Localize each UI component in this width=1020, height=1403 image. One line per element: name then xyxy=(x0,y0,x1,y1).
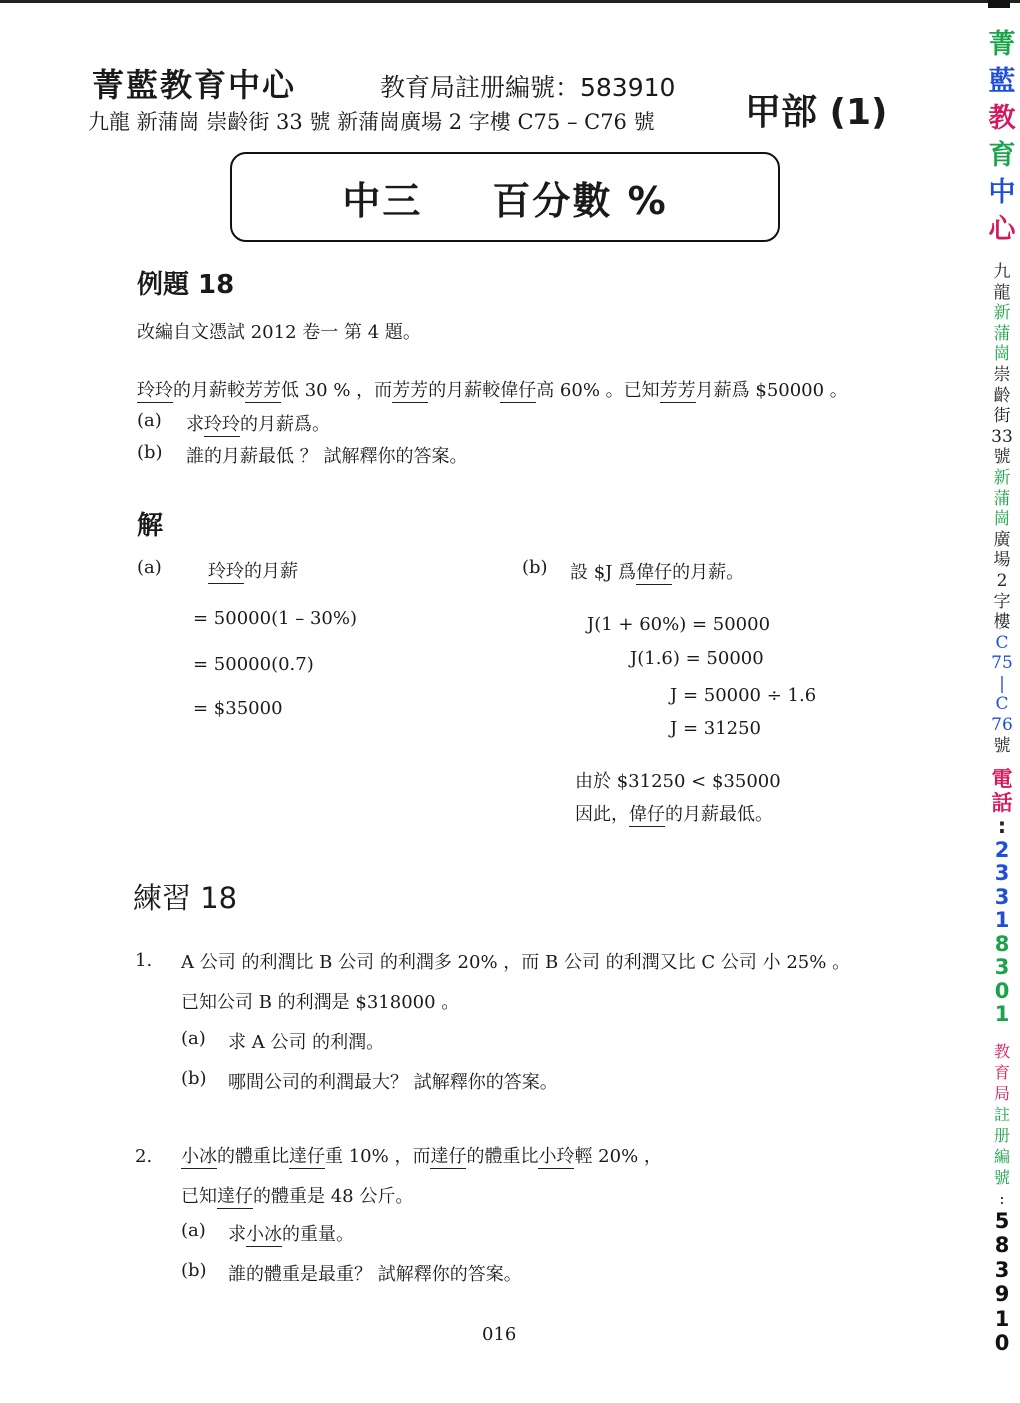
example-part-a-text xyxy=(186,410,330,436)
sidebar-name-char: 育 xyxy=(988,140,1016,171)
exercise-q1-number: 1. xyxy=(135,950,153,971)
sidebar-address-char: 新 xyxy=(993,303,1011,324)
top-border-line xyxy=(0,0,1020,3)
text-span: 的月薪最低。 xyxy=(665,804,773,825)
text-span: 輕 20% ， xyxy=(574,1146,662,1167)
example-part-b-label: (b) xyxy=(137,442,163,463)
sidebar-address-char: 76 xyxy=(991,715,1013,736)
exercise-q1-line2: 已知公司 B 的利潤是 $318000 。 xyxy=(181,992,460,1013)
sidebar-address-char: | xyxy=(999,673,1005,694)
sidebar-registration-digit: 8 xyxy=(994,1233,1010,1258)
name-waizai: 偉仔 xyxy=(636,562,673,583)
example-source: 改編自文憑試 2012 卷一 第 4 題。 xyxy=(137,322,421,343)
exercise-q2-a-label: (a) xyxy=(181,1220,206,1241)
text-span: 月薪爲 $50000 。 xyxy=(695,380,848,401)
sidebar-registration-char: 註 xyxy=(993,1104,1010,1124)
sidebar-name-char: 中 xyxy=(988,177,1016,208)
exercise-q2-b-text: 誰的體重是最重？ 試解釋你的答案。 xyxy=(228,1264,522,1285)
sidebar-address-char: 蒲 xyxy=(993,488,1011,509)
sidebar-registration-char: 育 xyxy=(993,1062,1010,1082)
sidebar-phone-char: 3 xyxy=(994,955,1010,980)
example-part-b-text: 誰的月薪最低 ？ 試解釋你的答案。 xyxy=(186,446,468,467)
sidebar-address-char: 蒲 xyxy=(993,323,1011,344)
name-fangfang: 芳芳 xyxy=(659,380,696,401)
sidebar-address-char: 龍 xyxy=(993,282,1011,303)
text-span: 的月薪較 xyxy=(173,380,245,401)
name-fangfang: 芳芳 xyxy=(392,380,429,401)
exercise-q1-line1: A 公司 的利潤比 B 公司 的利潤多 20% ，而 B 公司 的利潤又比 C 公司 小 25% 。 xyxy=(181,952,851,973)
sidebar-address-char: 崇 xyxy=(993,364,1011,385)
name-fangfang: 芳芳 xyxy=(245,380,281,401)
solution-a-label: (a) xyxy=(137,557,162,578)
sidebar-registration-number xyxy=(985,1209,1019,1356)
exercise-q1-a-text: 求 A 公司 的利潤。 xyxy=(228,1032,385,1053)
text-span: 設 $J 爲 xyxy=(570,562,637,583)
solution-a-step-3: = $35000 xyxy=(193,698,283,719)
exercise-q2-number: 2. xyxy=(135,1146,153,1167)
sidebar-phone xyxy=(985,768,1019,1027)
text-span: 求 xyxy=(228,1224,246,1245)
sidebar-address-char: 75 xyxy=(991,653,1013,674)
exercise-q2-line2 xyxy=(181,1182,413,1208)
text-span: 的體重比 xyxy=(217,1146,289,1167)
sidebar-registration-digit: 0 xyxy=(994,1331,1010,1356)
sidebar-phone-char: 2 xyxy=(994,837,1010,862)
solution-a-step-1: = 50000(1 – 30%) xyxy=(193,608,358,629)
page-number: 016 xyxy=(482,1324,517,1345)
center-address: 九龍 新蒲崗 崇齡街 33 號 新蒲崗廣場 2 字樓 C75 – C76 號 xyxy=(88,110,655,134)
text-span: 的體重是 48 公斤。 xyxy=(253,1186,414,1207)
sidebar-registration-digit: 3 xyxy=(994,1257,1010,1282)
text-span: 的月薪 xyxy=(244,561,298,582)
example-part-a-label: (a) xyxy=(137,410,162,431)
exercise-q2-a-text xyxy=(228,1220,354,1246)
sidebar-registration-char: 編 xyxy=(993,1146,1010,1166)
solution-a-title xyxy=(208,557,298,583)
name-dazai: 達仔 xyxy=(430,1146,467,1167)
solution-heading: 解 xyxy=(137,511,164,541)
sidebar-address-char: 九 xyxy=(993,262,1011,282)
text-span: 的月薪爲。 xyxy=(240,414,330,435)
sidebar-address-char: 號 xyxy=(993,735,1011,756)
sidebar-name-char: 藍 xyxy=(988,66,1016,97)
sidebar-registration-char: : xyxy=(999,1188,1005,1208)
exercise-q2-b-label: (b) xyxy=(181,1260,207,1281)
text-span: 重 10% ，而 xyxy=(325,1146,431,1167)
sidebar-registration-digit: 1 xyxy=(994,1306,1010,1331)
sidebar-registration-char: 號 xyxy=(993,1167,1010,1187)
exercise-q1-a-label: (a) xyxy=(181,1028,206,1049)
solution-a-step-2: = 50000(0.7) xyxy=(193,654,314,675)
sidebar-center-name xyxy=(985,26,1019,248)
name-dazai: 達仔 xyxy=(217,1186,253,1207)
sidebar-phone-char: 1 xyxy=(994,1002,1010,1027)
sidebar-address-char: C xyxy=(995,632,1009,653)
sidebar-address-char: 33 xyxy=(991,426,1013,447)
center-name: 菁藍教育中心 xyxy=(92,66,297,104)
name-lingling: 玲玲 xyxy=(204,414,240,435)
name-lingling: 玲玲 xyxy=(137,380,173,401)
exercise-heading: 練習 18 xyxy=(133,881,238,915)
name-xiaobing: 小冰 xyxy=(181,1146,217,1167)
sidebar-phone-char: 電 xyxy=(991,767,1013,792)
solution-b-title xyxy=(570,558,744,584)
sidebar-name-char: 教 xyxy=(988,103,1016,134)
exercise-q1-b-label: (b) xyxy=(181,1068,207,1089)
example-question xyxy=(137,376,848,402)
sidebar-registration-digit: 9 xyxy=(994,1282,1010,1307)
text-span: 求 xyxy=(186,414,204,435)
name-lingling: 玲玲 xyxy=(208,561,244,582)
text-span: 高 60% 。已知 xyxy=(536,380,660,401)
title-topic: 百分數 % xyxy=(492,178,668,223)
solution-b-label: (b) xyxy=(522,557,548,578)
exercise-q2-line1 xyxy=(181,1142,662,1168)
sidebar-registration-char: 教 xyxy=(993,1041,1010,1061)
corner-mark xyxy=(988,0,1010,8)
example-heading: 例題 18 xyxy=(137,270,235,300)
solution-b-step-1: J(1 + 60%) = 50000 xyxy=(587,614,771,635)
sidebar-address-char: 樓 xyxy=(993,612,1011,633)
part-label: 甲部 (1) xyxy=(745,92,888,133)
title-box xyxy=(230,152,780,242)
page-title xyxy=(232,154,778,240)
sidebar-phone-char: : xyxy=(997,814,1007,839)
sidebar-address-char: 新 xyxy=(993,467,1011,488)
solution-b-conclusion-1: 由於 $31250 < $35000 xyxy=(575,771,781,792)
name-waizai: 偉仔 xyxy=(500,380,537,401)
sidebar-address-char: 齡 xyxy=(993,385,1011,406)
sidebar-address-char: 場 xyxy=(993,550,1011,571)
solution-b-step-4: J = 31250 xyxy=(670,718,762,739)
text-span: 的月薪較 xyxy=(428,380,501,401)
text-span: 因此， xyxy=(575,804,629,825)
solution-b-step-3: J = 50000 ÷ 1.6 xyxy=(670,685,817,706)
name-waizai: 偉仔 xyxy=(629,804,665,825)
name-dazai: 達仔 xyxy=(289,1146,325,1167)
sidebar-address xyxy=(985,262,1019,756)
text-span: 的重量。 xyxy=(282,1224,354,1245)
sidebar-address-char: 廣 xyxy=(993,529,1011,550)
sidebar-vertical-banner xyxy=(985,26,1019,1356)
sidebar-address-char: 號 xyxy=(993,447,1011,468)
sidebar-address-char: 字 xyxy=(993,591,1011,612)
sidebar-registration-char: 局 xyxy=(993,1083,1010,1103)
registration-number: 教育局註册編號：583910 xyxy=(380,73,676,102)
solution-b-conclusion-2 xyxy=(575,800,773,826)
sidebar-phone-char: 3 xyxy=(994,884,1010,909)
sidebar-registration-char: 册 xyxy=(993,1125,1010,1145)
text-span: 低 30 % ，而 xyxy=(281,380,393,401)
sidebar-registration-label xyxy=(985,1041,1019,1209)
sidebar-phone-char: 話 xyxy=(991,790,1013,815)
sidebar-address-char: 崗 xyxy=(993,509,1011,530)
sidebar-registration-digit: 5 xyxy=(994,1208,1010,1233)
name-xiaobing: 小冰 xyxy=(246,1224,282,1245)
sidebar-address-char: 街 xyxy=(993,406,1011,427)
sidebar-phone-char: 1 xyxy=(994,908,1010,933)
sidebar-name-char: 菁 xyxy=(988,29,1016,60)
name-xiaoling: 小玲 xyxy=(538,1146,575,1167)
solution-b-step-2: J(1.6) = 50000 xyxy=(630,648,764,669)
sidebar-phone-char: 3 xyxy=(994,861,1010,886)
sidebar-address-char: C xyxy=(995,694,1009,715)
sidebar-address-char: 崗 xyxy=(993,344,1011,365)
title-grade: 中三 xyxy=(342,178,423,223)
text-span: 已知 xyxy=(181,1186,217,1207)
sidebar-name-char: 心 xyxy=(988,214,1016,245)
sidebar-phone-char: 8 xyxy=(994,931,1010,956)
sidebar-address-char: 2 xyxy=(996,570,1008,591)
exercise-q1-b-text: 哪間公司的利潤最大？ 試解釋你的答案。 xyxy=(228,1072,558,1093)
text-span: 的體重比 xyxy=(466,1146,539,1167)
text-span: 的月薪。 xyxy=(672,562,745,583)
sidebar-phone-char: 0 xyxy=(994,978,1010,1003)
